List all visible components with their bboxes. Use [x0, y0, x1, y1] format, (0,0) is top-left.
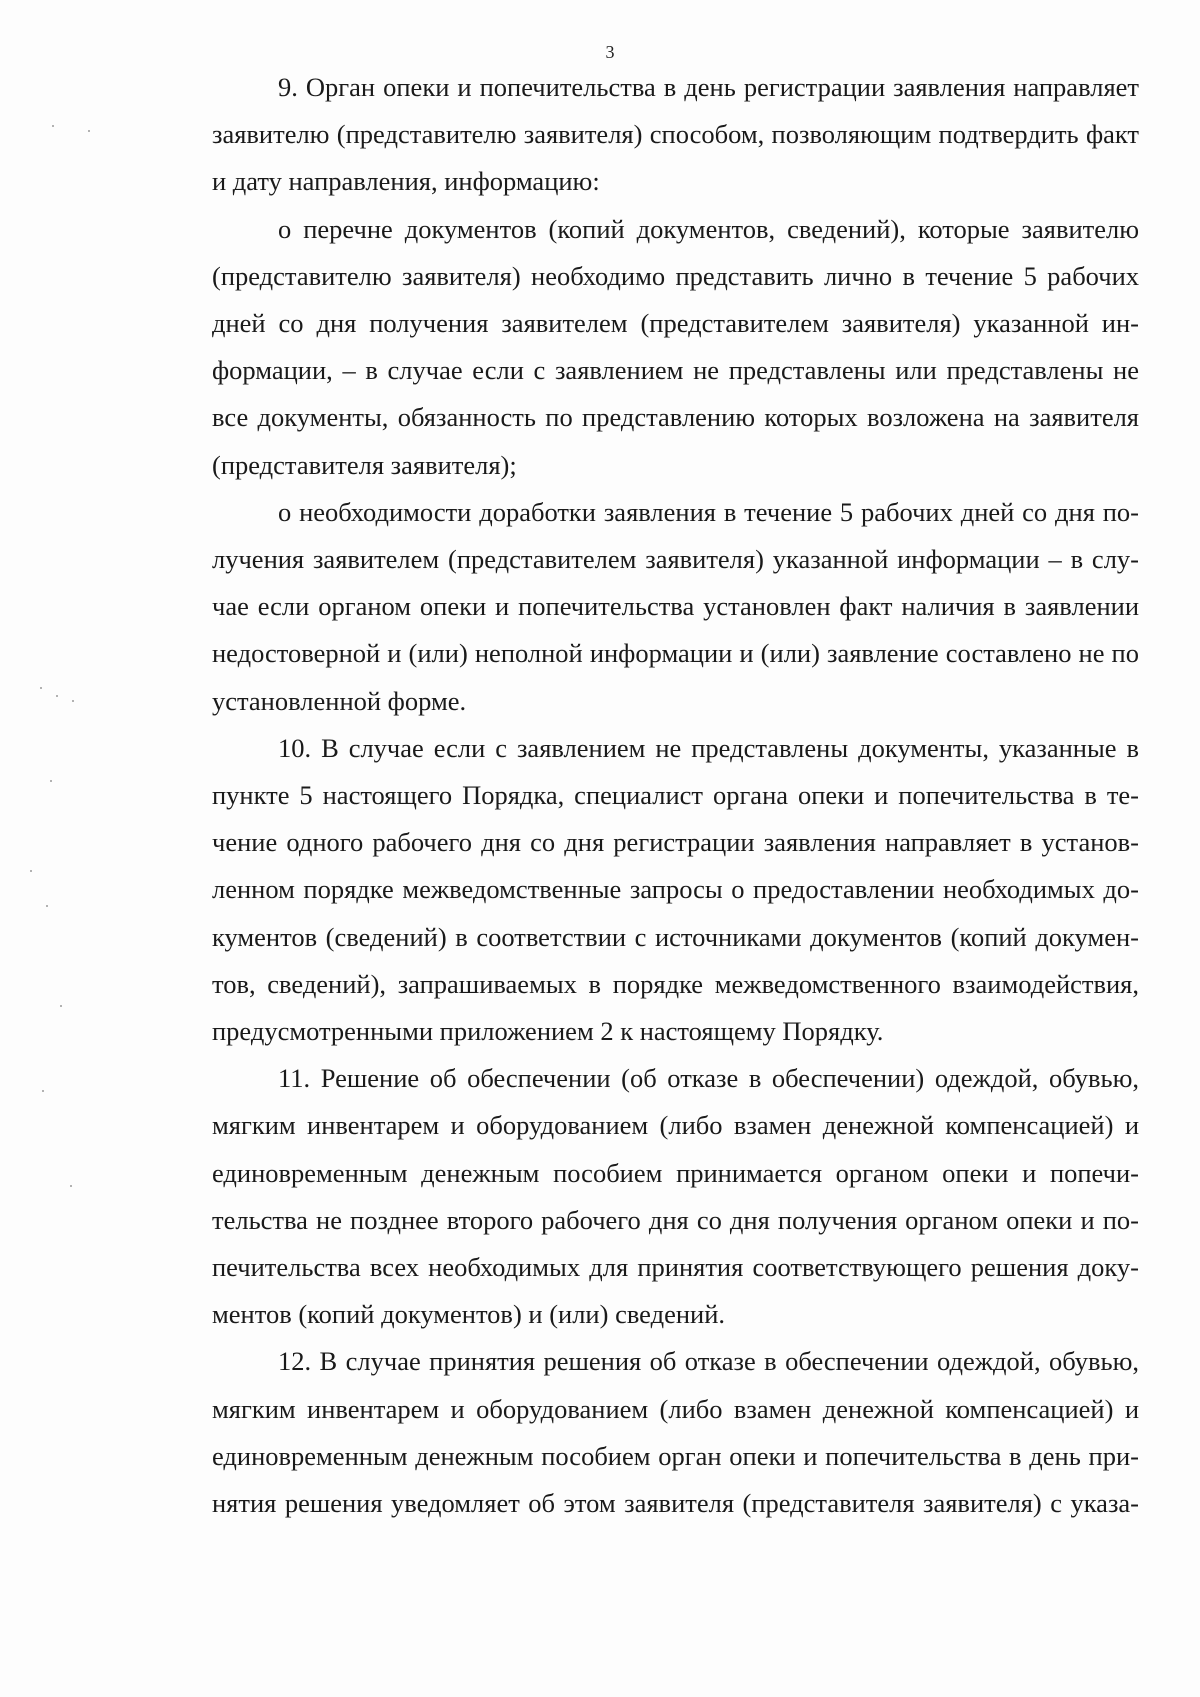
scan-speck [60, 1005, 62, 1007]
document-body [146, 64, 1139, 1527]
paragraph-9-item-revision [146, 489, 1139, 725]
paragraph-9 [146, 64, 1139, 206]
text-line: заявителю (представителю заявителя) способом, позволяющим подтвердить факт [212, 119, 1139, 150]
paragraph-10 [146, 725, 1139, 1055]
scan-speck [72, 700, 74, 702]
text-line: ленном порядке межведомственные запросы о предоставлении необходимых до- [212, 874, 1139, 905]
text-line: (представителя заявителя); [212, 449, 517, 480]
scan-speck [42, 1090, 44, 1092]
text-line: пункте 5 настоящего Порядка, специалист органа опеки и попечительства в те- [212, 780, 1139, 811]
text-line: ментов (копий документов) и (или) сведений. [212, 1299, 726, 1330]
text-line: 12. В случае принятия решения об отказе в обеспечении одеждой, обувью, [278, 1346, 1139, 1377]
scan-speck [50, 780, 52, 782]
text-line: печительства всех необходимых для принятия соответствующего решения доку- [212, 1252, 1139, 1283]
scan-speck [70, 1185, 72, 1187]
text-line: формации, – в случае если с заявлением не представлены или представлены не [212, 355, 1139, 386]
text-line: дней со дня получения заявителем (представителем заявителя) указанной ин- [212, 308, 1139, 339]
text-line: 10. В случае если с заявлением не представлены документы, указанные в [278, 732, 1139, 763]
text-line: мягким инвентарем и оборудованием (либо взамен денежной компенсацией) и [212, 1110, 1139, 1141]
text-line: мягким инвентарем и оборудованием (либо взамен денежной компенсацией) и [212, 1393, 1139, 1424]
text-line: чае если органом опеки и попечительства установлен факт наличия в заявлении [212, 591, 1139, 622]
text-line: (представителю заявителя) необходимо представить лично в течение 5 рабочих [212, 260, 1139, 291]
paragraph-9-item-documents [146, 206, 1139, 489]
page-number: 3 [605, 42, 615, 62]
text-line: 11. Решение об обеспечении (об отказе в обеспечении) одеждой, обувью, [278, 1063, 1139, 1094]
text-line: установленной форме. [212, 685, 467, 716]
scan-speck [40, 687, 42, 689]
text-line: недостоверной и (или) неполной информации и (или) заявление составлено не по [212, 638, 1139, 669]
text-line: 9. Орган опеки и попечительства в день регистрации заявления направляет [278, 72, 1139, 102]
text-line: о перечне документов (копий документов, сведений), которые заявителю [278, 213, 1139, 244]
scan-speck [52, 125, 54, 127]
text-line: лучения заявителем (представителем заявителя) указанной информации – в слу- [212, 544, 1139, 575]
text-line: тельства не позднее второго рабочего дня со дня получения органом опеки и по- [212, 1204, 1139, 1235]
text-line: чение одного рабочего дня со дня регистрации заявления направляет в установ- [212, 827, 1139, 858]
text-line: тов, сведений), запрашиваемых в порядке межведомственного взаимодействия, [212, 968, 1139, 999]
text-line: предусмотренными приложением 2 к настоящему Порядку. [212, 1016, 884, 1047]
text-line: все документы, обязанность по представлению которых возложена на заявителя [212, 402, 1139, 433]
text-line: единовременным денежным пособием орган опеки и попечительства в день при- [212, 1440, 1139, 1471]
scan-speck [46, 905, 48, 907]
text-line: нятия решения уведомляет об этом заявителя (представителя заявителя) с указа- [212, 1488, 1139, 1519]
text-line: единовременным денежным пособием принимается органом опеки и попечи- [212, 1157, 1139, 1188]
scan-speck [88, 130, 90, 132]
text-line: о необходимости доработки заявления в течение 5 рабочих дней со дня по- [278, 496, 1139, 527]
paragraph-12 [146, 1338, 1139, 1527]
scan-speck [30, 870, 32, 872]
text-line: и дату направления, информацию: [212, 166, 600, 197]
text-line: кументов (сведений) в соответствии с источниками документов (копий докумен- [212, 921, 1139, 952]
scan-speck [56, 695, 58, 697]
paragraph-11 [146, 1055, 1139, 1338]
